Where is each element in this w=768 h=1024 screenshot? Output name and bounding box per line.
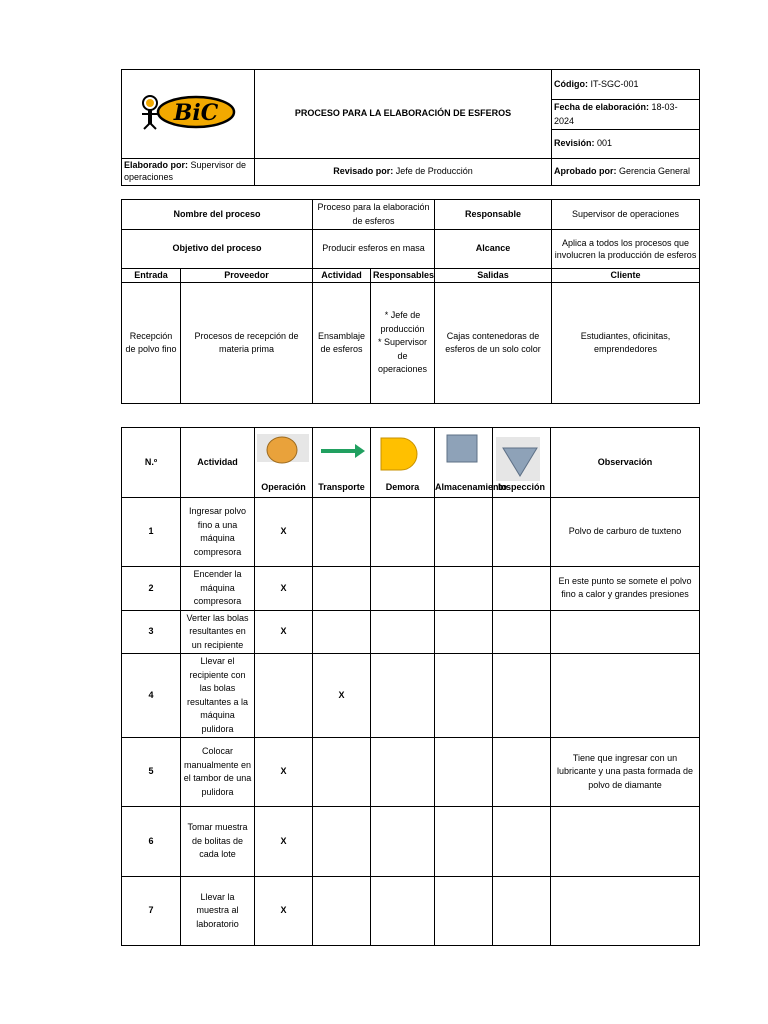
bic-logo (136, 93, 240, 131)
mark-x: X (280, 766, 287, 777)
mark-inspeccion (493, 567, 551, 611)
responsables-value (371, 283, 435, 404)
cliente-value: Estudiantes, oficinitas, emprendedores (552, 283, 700, 404)
activity-observation (551, 610, 700, 654)
almacenamiento-label: Almacenamiento (435, 482, 508, 493)
revisado-value: Jefe de Producción (395, 166, 473, 177)
mark-transporte (313, 877, 371, 946)
col-proveedor: Proveedor (181, 269, 313, 283)
alcance-label: Alcance (435, 230, 552, 269)
activity-description: Verter las bolas resultantes en un recipiente (181, 610, 255, 654)
gray-square-icon (437, 432, 491, 472)
entrada-value: Recepción de polvo fino (122, 283, 181, 404)
mark-almacenamiento (435, 567, 493, 611)
mark-demora (371, 567, 435, 611)
operacion-label: Operación (261, 481, 306, 492)
activity-observation (551, 807, 700, 877)
activity-num: 6 (122, 807, 181, 877)
orange-circle-icon (257, 431, 311, 471)
revisado-cell (255, 159, 552, 186)
logo-text: BiC (173, 99, 219, 126)
salidas-value: Cajas contenedoras de esferos de un solo color (435, 283, 552, 404)
activity-description: Llevar la muestra al laboratorio (181, 877, 255, 946)
responsable-item-1: * Jefe de producción (380, 310, 425, 334)
mark-transporte (313, 567, 371, 611)
activity-num: 1 (122, 498, 181, 567)
elaborado-cell (122, 159, 255, 186)
header-inspeccion (493, 428, 551, 498)
mark-operacion (255, 610, 313, 654)
codigo-label: Código: (554, 78, 588, 89)
objetivo-value: Producir esferos en masa (313, 230, 435, 269)
mark-operacion (255, 807, 313, 877)
mark-inspeccion (493, 654, 551, 738)
objetivo-label: Objetivo del proceso (122, 230, 313, 269)
header-transporte (313, 428, 371, 498)
header-operacion (255, 428, 313, 498)
mark-almacenamiento (435, 610, 493, 654)
revision-value: 001 (597, 138, 613, 149)
activity-num: 5 (122, 738, 181, 807)
mark-almacenamiento (435, 654, 493, 738)
activity-observation (551, 654, 700, 738)
revision-cell (552, 130, 700, 159)
aprobado-cell (552, 159, 700, 186)
responsable-item-2: * Supervisor de operaciones (378, 337, 428, 375)
mark-transporte (313, 738, 371, 807)
activity-num: 7 (122, 877, 181, 946)
transporte-label: Transporte (318, 481, 365, 492)
elaborado-label: Elaborado por: (124, 160, 189, 171)
process-summary-table (121, 199, 700, 404)
mark-transporte (313, 498, 371, 567)
demora-label: Demora (385, 481, 420, 492)
activity-num: 4 (122, 654, 181, 738)
mark-demora (371, 807, 435, 877)
header-num: N.º (122, 428, 181, 498)
actividad-value: Ensamblaje de esferos (313, 283, 371, 404)
activities-table (121, 427, 700, 946)
mark-demora (371, 654, 435, 738)
col-cliente: Cliente (552, 269, 700, 283)
proveedor-value: Procesos de recepción de materia prima (181, 283, 313, 404)
activity-row (122, 654, 700, 738)
mark-operacion (255, 567, 313, 611)
codigo-cell (552, 70, 700, 100)
mark-inspeccion (493, 738, 551, 807)
mark-almacenamiento (435, 738, 493, 807)
activity-row (122, 498, 700, 567)
header-observacion: Observación (551, 428, 700, 498)
mark-x: X (280, 582, 287, 593)
mark-inspeccion (493, 610, 551, 654)
yellow-d-shape-icon (373, 432, 433, 476)
green-arrow-icon (315, 431, 369, 471)
document-title: PROCESO PARA LA ELABORACIÓN DE ESFEROS (255, 70, 552, 159)
activity-observation: En este punto se somete el polvo fino a calor y grandes presiones (551, 567, 700, 611)
activity-description: Tomar muestra de bolitas de cada lote (181, 807, 255, 877)
activity-description: Encender la máquina compresora (181, 567, 255, 611)
mark-transporte (313, 654, 371, 738)
activity-row (122, 877, 700, 946)
mark-almacenamiento (435, 807, 493, 877)
mark-demora (371, 498, 435, 567)
mark-demora (371, 877, 435, 946)
header-demora (371, 428, 435, 498)
elaborado-value: Supervisor de operaciones (124, 160, 247, 182)
activity-observation: Polvo de carburo de tuxteno (551, 498, 700, 567)
mark-transporte (313, 610, 371, 654)
col-responsables: Responsables (371, 269, 435, 283)
mark-x: X (338, 689, 345, 700)
activity-num: 2 (122, 567, 181, 611)
mark-x: X (280, 526, 287, 537)
aprobado-value: Gerencia General (619, 166, 691, 177)
responsable-label: Responsable (435, 200, 552, 230)
mark-operacion (255, 738, 313, 807)
header-almacenamiento (435, 428, 508, 498)
activity-row (122, 610, 700, 654)
mark-inspeccion (493, 498, 551, 567)
mark-x: X (280, 626, 287, 636)
fecha-value: 18-03-2024 (554, 102, 678, 126)
activity-observation: Tiene que ingresar con un lubricante y una pasta formada de polvo de diamante (551, 738, 700, 807)
mark-inspeccion (493, 807, 551, 877)
revisado-label: Revisado por: (333, 166, 394, 177)
logo-cell (122, 70, 255, 159)
mark-inspeccion (493, 877, 551, 946)
activity-observation (551, 877, 700, 946)
activity-description: Colocar manualmente en el tambor de una pulidora (181, 738, 255, 807)
mark-almacenamiento (435, 877, 493, 946)
mark-demora (371, 610, 435, 654)
mark-operacion (255, 877, 313, 946)
revision-label: Revisión: (554, 138, 595, 149)
mark-operacion (255, 654, 313, 738)
gray-triangle-icon (495, 436, 549, 486)
aprobado-label: Aprobado por: (554, 166, 617, 177)
activity-row (122, 807, 700, 877)
mark-almacenamiento (435, 498, 493, 567)
inspeccion-label: Inspección (497, 481, 545, 492)
activity-description: Llevar el recipiente con las bolas resultantes a la máquina pulidora (181, 654, 255, 738)
mark-demora (371, 738, 435, 807)
mark-x: X (280, 835, 287, 846)
responsable-value: Supervisor de operaciones (552, 200, 700, 230)
nombre-value: Proceso para la elaboración de esferos (313, 200, 435, 230)
alcance-value: Aplica a todos los procesos que involucren la producción de esferos (552, 230, 700, 269)
col-salidas: Salidas (435, 269, 552, 283)
header-actividad: Actividad (181, 428, 255, 498)
col-actividad: Actividad (313, 269, 371, 283)
activity-rows (122, 498, 700, 946)
activity-description: Ingresar polvo fino a una máquina compresora (181, 498, 255, 567)
codigo-value: IT-SGC-001 (590, 78, 639, 89)
document-header-table (121, 69, 700, 186)
col-entrada: Entrada (122, 269, 181, 283)
mark-operacion (255, 498, 313, 567)
activity-row (122, 567, 700, 611)
mark-transporte (313, 807, 371, 877)
fecha-cell (552, 100, 700, 130)
fecha-label: Fecha de elaboración: (554, 102, 650, 112)
activity-row (122, 738, 700, 807)
mark-x: X (280, 905, 287, 916)
nombre-label: Nombre del proceso (122, 200, 313, 230)
activity-num: 3 (122, 610, 181, 654)
